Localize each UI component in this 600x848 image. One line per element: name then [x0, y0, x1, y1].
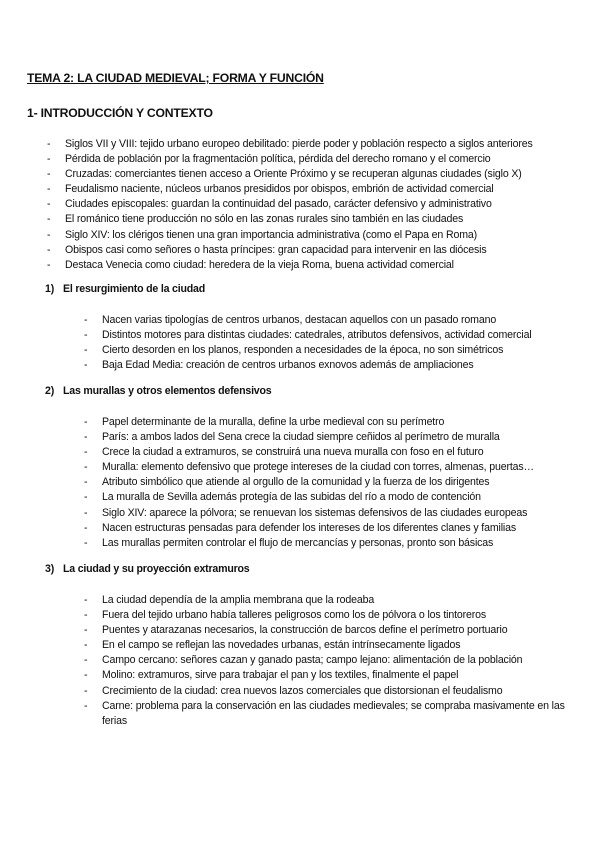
list-item: - Siglos VII y VIII: tejido urbano europeo debilitado: pierde poder y población respecto a siglos anteriores: [47, 137, 587, 152]
dash-bullet-icon: -: [84, 594, 88, 606]
list-item: - Las murallas permiten controlar el flujo de mercancías y personas, pronto son básicas: [84, 536, 584, 551]
dash-bullet-icon: -: [47, 168, 51, 181]
list-item: - Siglo XIV: los clérigos tienen una gran importancia administrativa (como el Papa en Roma): [47, 228, 587, 243]
dash-bullet-icon: -: [84, 624, 88, 637]
dash-bullet-icon: -: [84, 699, 88, 712]
subsection-bullet-list: [84, 593, 584, 729]
dash-bullet-icon: -: [84, 506, 88, 519]
dash-bullet-icon: -: [84, 639, 88, 652]
list-item: - Campo cercano: señores cazan y ganado pasta; campo lejano: alimentación de la población: [84, 653, 584, 668]
dash-bullet-icon: -: [47, 258, 51, 271]
dash-bullet-icon: -: [84, 359, 88, 372]
dash-bullet-icon: -: [84, 461, 88, 474]
dash-bullet-icon: -: [47, 228, 51, 241]
dash-bullet-icon: -: [47, 198, 51, 211]
dash-bullet-icon: -: [84, 344, 88, 357]
list-item: - Ciudades episcopales: guardan la continuidad del pasado, carácter defensivo y administrativo: [47, 197, 587, 212]
dash-bullet-icon: -: [84, 609, 88, 622]
list-item: - Carne: problema para la conservación en las ciudades medievales; se compraba masivamente en las ferias: [84, 699, 565, 727]
document-title: TEMA 2: LA CIUDAD MEDIEVAL; FORMA Y FUNCIÓN: [27, 71, 324, 85]
list-item: - Papel determinante de la muralla, define la urbe medieval con su perímetro: [84, 415, 584, 430]
dash-bullet-icon: -: [84, 684, 88, 697]
list-item: - Feudalismo naciente, núcleos urbanos presididos por obispos, embrión de actividad comercial: [47, 182, 587, 197]
list-item: - Nacen varias tipologías de centros urbanos, destacan aquellos con un pasado romano: [84, 313, 584, 328]
list-item: - Muralla: elemento defensivo que protege intereses de la ciudad con torres, almenas, puertas…: [84, 460, 584, 475]
dash-bullet-icon: -: [47, 213, 51, 226]
list-item: - Fuera del tejido urbano había talleres peligrosos como los de pólvora o los tintoreros: [84, 608, 584, 623]
list-item: - Molino: extramuros, sirve para trabajar el pan y los textiles, finalmente el papel: [84, 668, 584, 683]
list-item: - Crecimiento de la ciudad: crea nuevos lazos comerciales que distorsionan el feudalismo: [84, 684, 584, 699]
list-item: - Nacen estructuras pensadas para defender los intereses de los diferentes clanes y familias: [84, 521, 584, 536]
list-item: - Baja Edad Media: creación de centros urbanos exnovos además de ampliaciones: [84, 358, 584, 373]
dash-bullet-icon: -: [84, 654, 88, 667]
list-item: - Siglo XIV: aparece la pólvora; se renuevan los sistemas defensivos de las ciudades europeas: [84, 506, 584, 521]
subsection-bullet-list: [84, 415, 584, 551]
list-item: - Crece la ciudad a extramuros, se construirá una nueva muralla con foso en el futuro: [84, 445, 584, 460]
list-item: - Atributo simbólico que atiende al orgullo de la comunidad y la fuerza de los dirigentes: [84, 475, 584, 490]
subsection-heading: 3) La ciudad y su proyección extramuros: [45, 563, 250, 575]
list-item: - Cruzadas: comerciantes tienen acceso a Oriente Próximo y se recuperan algunas ciudades (siglo X): [47, 167, 587, 182]
dash-bullet-icon: -: [47, 183, 51, 196]
dash-bullet-icon: -: [47, 243, 51, 256]
section-heading: 1- INTRODUCCIÓN Y CONTEXTO: [27, 106, 213, 120]
list-item: - Destaca Venecia como ciudad: heredera de la vieja Roma, buena actividad comercial: [47, 258, 587, 273]
dash-bullet-icon: -: [84, 329, 88, 342]
dash-bullet-icon: -: [84, 536, 88, 549]
dash-bullet-icon: -: [84, 669, 88, 682]
list-item: - Distintos motores para distintas ciudades: catedrales, atributos defensivos, actividad comercial: [84, 328, 584, 343]
list-item: - Cierto desorden en los planos, responden a necesidades de la época, no son simétricos: [84, 343, 584, 358]
dash-bullet-icon: -: [84, 416, 88, 428]
list-item: - Obispos casi como señores o hasta príncipes: gran capacidad para intervenir en las diócesis: [47, 243, 587, 258]
list-item: - En el campo se reflejan las novedades urbanas, están intrínsecamente ligados: [84, 638, 584, 653]
subsection-bullet-list: [84, 313, 584, 373]
dash-bullet-icon: -: [84, 476, 88, 489]
dash-bullet-icon: -: [84, 491, 88, 504]
list-item: - La muralla de Sevilla además protegía de las subidas del río a modo de contención: [84, 490, 584, 505]
dash-bullet-icon: -: [84, 446, 88, 459]
list-item: - Pérdida de población por la fragmentación política, pérdida del derecho romano y el comercio: [47, 152, 587, 167]
dash-bullet-icon: -: [47, 153, 51, 166]
subsection-heading: 2) Las murallas y otros elementos defensivos: [45, 385, 272, 397]
list-item: - La ciudad dependía de la amplia membrana que la rodeaba: [84, 593, 584, 608]
subsection-heading: 1) El resurgimiento de la ciudad: [45, 283, 205, 295]
dash-bullet-icon: -: [84, 314, 88, 326]
dash-bullet-icon: -: [84, 521, 88, 534]
intro-bullet-list: [47, 137, 587, 273]
dash-bullet-icon: -: [47, 138, 51, 150]
list-item: - París: a ambos lados del Sena crece la ciudad siempre ceñidos al perímetro de muralla: [84, 430, 584, 445]
list-item: - El románico tiene producción no sólo en las zonas rurales sino también en las ciudades: [47, 212, 587, 227]
list-item: - Puentes y atarazanas necesarios, la construcción de barcos define el perímetro portuario: [84, 623, 584, 638]
dash-bullet-icon: -: [84, 431, 88, 444]
